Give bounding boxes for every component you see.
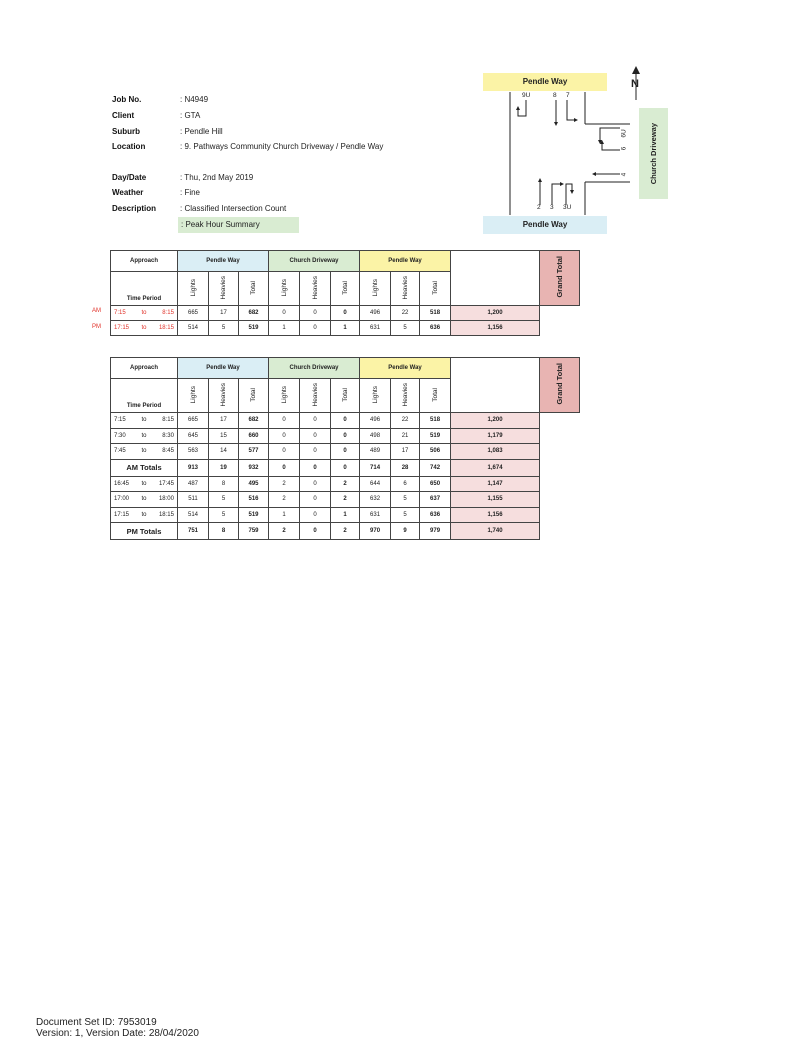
value-cell: 636 bbox=[420, 507, 451, 523]
time-period-cell bbox=[111, 507, 178, 523]
value-cell: 645 bbox=[178, 428, 209, 444]
movement-arrow-6 bbox=[602, 144, 620, 150]
total-text: Total bbox=[431, 387, 439, 402]
value-cell: 0 bbox=[331, 306, 360, 321]
totals-row bbox=[111, 459, 580, 476]
north-label: N bbox=[631, 78, 639, 90]
sub-header-lights bbox=[178, 379, 209, 413]
lane-number: 2 bbox=[537, 204, 541, 211]
heavies-text: Heavies bbox=[311, 275, 319, 300]
time-to: 8:15 bbox=[162, 417, 174, 424]
total-text: Total bbox=[341, 387, 349, 402]
lights-text: Lights bbox=[189, 385, 197, 404]
value-cell: 514 bbox=[178, 507, 209, 523]
intersection-lines bbox=[500, 60, 650, 220]
grand-total-header bbox=[540, 251, 580, 306]
time-to-word: to bbox=[141, 432, 147, 439]
value-cell: 511 bbox=[178, 492, 209, 508]
grand-total-cell: 1,155 bbox=[451, 492, 540, 508]
value-cell: 0 bbox=[269, 413, 300, 429]
lane-number: 3 bbox=[550, 204, 554, 211]
value-cell: 28 bbox=[391, 459, 420, 476]
time-from: 17:15 bbox=[114, 511, 130, 518]
side-road-text: Church Driveway bbox=[649, 122, 658, 185]
north-arrow-head bbox=[632, 66, 640, 74]
value-cell: 0 bbox=[269, 306, 300, 321]
value-cell: 631 bbox=[360, 321, 391, 336]
grand-total-text: Grand Total bbox=[555, 363, 565, 405]
peak-hour-table bbox=[110, 250, 580, 336]
total-text: Total bbox=[341, 280, 349, 295]
value-cell: 518 bbox=[420, 306, 451, 321]
table-row bbox=[111, 444, 580, 460]
value-cell: 5 bbox=[391, 321, 420, 336]
lane-number: 4 bbox=[620, 172, 628, 177]
approach-header: Approach bbox=[111, 358, 178, 379]
table-row bbox=[111, 306, 580, 321]
value-cell: 637 bbox=[420, 492, 451, 508]
value-cell: 518 bbox=[420, 413, 451, 429]
value-cell: 17 bbox=[209, 306, 239, 321]
value-cell: 0 bbox=[269, 428, 300, 444]
info-label: Suburb bbox=[112, 127, 140, 136]
value-cell: 932 bbox=[239, 459, 269, 476]
time-to-word: to bbox=[141, 310, 147, 316]
value-cell: 631 bbox=[360, 507, 391, 523]
time-to-word: to bbox=[141, 448, 147, 455]
value-cell: 0 bbox=[300, 444, 331, 460]
lights-text: Lights bbox=[280, 385, 288, 404]
peak-hour-summary-badge: : Peak Hour Summary bbox=[178, 217, 299, 233]
lights-text: Lights bbox=[189, 278, 197, 297]
lane-number: 8 bbox=[553, 92, 557, 99]
value-cell: 979 bbox=[420, 523, 451, 540]
time-to-word: to bbox=[141, 480, 147, 487]
info-label: Client bbox=[112, 111, 135, 120]
lights-text: Lights bbox=[371, 278, 379, 297]
sub-header-lights bbox=[178, 272, 209, 306]
sub-header-lights bbox=[269, 379, 300, 413]
document-set-id: Document Set ID: 7953019 bbox=[36, 1017, 157, 1028]
approach-header: Approach bbox=[111, 251, 178, 272]
totals-label: PM Totals bbox=[111, 523, 178, 540]
blank-column bbox=[451, 358, 540, 413]
value-cell: 14 bbox=[209, 444, 239, 460]
value-cell: 514 bbox=[178, 321, 209, 336]
value-cell: 5 bbox=[391, 507, 420, 523]
time-to: 18:15 bbox=[158, 511, 174, 518]
heavies-text: Heavies bbox=[220, 275, 227, 300]
value-cell: 682 bbox=[239, 413, 269, 429]
grand-total-cell: 1,083 bbox=[451, 444, 540, 460]
totals-row bbox=[111, 523, 580, 540]
value-cell: 489 bbox=[360, 444, 391, 460]
value-cell: 0 bbox=[331, 459, 360, 476]
sub-header-heavies bbox=[209, 272, 239, 306]
lane-number: 3U bbox=[563, 204, 572, 211]
grand-total-cell: 1,147 bbox=[451, 476, 540, 492]
value-cell: 0 bbox=[300, 413, 331, 429]
totals-label: AM Totals bbox=[111, 459, 178, 476]
value-cell: 0 bbox=[300, 321, 331, 336]
grand-total-cell: 1,200 bbox=[451, 413, 540, 429]
lane-number: 6 bbox=[620, 146, 628, 151]
grand-total-text: Grand Total bbox=[555, 256, 565, 298]
value-cell: 563 bbox=[178, 444, 209, 460]
value-cell: 742 bbox=[420, 459, 451, 476]
total-text: Total bbox=[250, 387, 257, 402]
value-cell: 2 bbox=[269, 523, 300, 540]
table-row bbox=[111, 507, 580, 523]
sub-header-heavies bbox=[209, 379, 239, 413]
heavies-text: Heavies bbox=[311, 382, 319, 407]
time-period-cell bbox=[111, 321, 178, 336]
time-to-word: to bbox=[141, 511, 147, 518]
movement-arrow-7 bbox=[567, 100, 574, 120]
table-row bbox=[111, 476, 580, 492]
info-label: Weather bbox=[112, 188, 144, 197]
info-value: : Thu, 2nd May 2019 bbox=[180, 173, 254, 182]
sub-header-heavies bbox=[391, 272, 420, 306]
value-cell: 506 bbox=[420, 444, 451, 460]
value-cell: 498 bbox=[360, 428, 391, 444]
value-cell: 660 bbox=[239, 428, 269, 444]
movement-arrow-3 bbox=[552, 184, 560, 205]
group-header-pendle-way-2: Pendle Way bbox=[360, 251, 451, 272]
time-to: 17:45 bbox=[158, 480, 174, 487]
table-row bbox=[111, 428, 580, 444]
value-cell: 0 bbox=[300, 523, 331, 540]
grand-total-header bbox=[540, 358, 580, 413]
sub-header-heavies bbox=[300, 272, 331, 306]
time-from: 7:45 bbox=[114, 448, 126, 455]
grand-total-cell: 1,156 bbox=[451, 321, 540, 336]
value-cell: 0 bbox=[331, 428, 360, 444]
info-label: Description bbox=[112, 204, 157, 213]
value-cell: 8 bbox=[209, 523, 239, 540]
value-cell: 519 bbox=[420, 428, 451, 444]
group-header-church-driveway: Church Driveway bbox=[269, 358, 360, 379]
value-cell: 0 bbox=[300, 306, 331, 321]
top-road-label: Pendle Way bbox=[483, 73, 607, 91]
value-cell: 1 bbox=[269, 507, 300, 523]
info-value: : Pendle Hill bbox=[180, 127, 223, 136]
info-value: : Fine bbox=[180, 188, 201, 197]
value-cell: 0 bbox=[300, 476, 331, 492]
value-cell: 682 bbox=[239, 306, 269, 321]
value-cell: 516 bbox=[239, 492, 269, 508]
lights-text: Lights bbox=[280, 278, 288, 297]
value-cell: 519 bbox=[239, 321, 269, 336]
value-cell: 1 bbox=[331, 321, 360, 336]
total-text: Total bbox=[250, 280, 257, 295]
time-period-cell bbox=[111, 492, 178, 508]
peak-tag-am: AM bbox=[92, 308, 101, 314]
sub-header-heavies bbox=[300, 379, 331, 413]
value-cell: 17 bbox=[209, 413, 239, 429]
blank-column bbox=[451, 251, 540, 306]
value-cell: 5 bbox=[209, 507, 239, 523]
time-period-cell bbox=[111, 428, 178, 444]
value-cell: 636 bbox=[420, 321, 451, 336]
value-cell: 2 bbox=[331, 492, 360, 508]
lane-number: 7 bbox=[566, 92, 570, 99]
value-cell: 5 bbox=[209, 492, 239, 508]
value-cell: 2 bbox=[269, 492, 300, 508]
heavies-text: Heavies bbox=[401, 382, 409, 407]
value-cell: 22 bbox=[391, 413, 420, 429]
group-header-pendle-way-1: Pendle Way bbox=[178, 358, 269, 379]
version-info: Version: 1, Version Date: 28/04/2020 bbox=[36, 1028, 199, 1039]
value-cell: 2 bbox=[269, 476, 300, 492]
time-to: 8:45 bbox=[162, 448, 174, 455]
lane-number: 9U bbox=[522, 92, 531, 99]
lane-number: 6U bbox=[620, 129, 628, 138]
value-cell: 0 bbox=[300, 507, 331, 523]
value-cell: 970 bbox=[360, 523, 391, 540]
time-period-header: Time Period bbox=[111, 379, 178, 413]
lights-text: Lights bbox=[371, 385, 379, 404]
value-cell: 751 bbox=[178, 523, 209, 540]
bottom-road-label: Pendle Way bbox=[483, 216, 607, 234]
info-label: Job No. bbox=[112, 95, 142, 104]
value-cell: 0 bbox=[269, 444, 300, 460]
time-to: 8:15 bbox=[162, 310, 174, 316]
value-cell: 496 bbox=[360, 306, 391, 321]
value-cell: 496 bbox=[360, 413, 391, 429]
value-cell: 0 bbox=[300, 492, 331, 508]
time-to-word: to bbox=[141, 325, 147, 331]
table-row bbox=[111, 321, 580, 336]
time-to: 18:15 bbox=[158, 325, 174, 331]
total-text: Total bbox=[431, 280, 439, 295]
value-cell: 19 bbox=[209, 459, 239, 476]
value-cell: 22 bbox=[391, 306, 420, 321]
value-cell: 913 bbox=[178, 459, 209, 476]
sub-header-total bbox=[331, 272, 360, 306]
value-cell: 1 bbox=[269, 321, 300, 336]
value-cell: 632 bbox=[360, 492, 391, 508]
value-cell: 0 bbox=[300, 428, 331, 444]
value-cell: 644 bbox=[360, 476, 391, 492]
time-period-cell bbox=[111, 413, 178, 429]
time-to-word: to bbox=[141, 496, 147, 503]
movement-arrow-9u bbox=[518, 100, 526, 116]
group-header-church-driveway: Church Driveway bbox=[269, 251, 360, 272]
sub-header-lights bbox=[269, 272, 300, 306]
group-header-pendle-way-2: Pendle Way bbox=[360, 358, 451, 379]
grand-total-cell: 1,674 bbox=[451, 459, 540, 476]
value-cell: 577 bbox=[239, 444, 269, 460]
value-cell: 8 bbox=[209, 476, 239, 492]
detail-hour-table bbox=[110, 357, 580, 540]
value-cell: 6 bbox=[391, 476, 420, 492]
time-period-cell bbox=[111, 476, 178, 492]
heavies-text: Heavies bbox=[220, 382, 227, 407]
sub-header-lights bbox=[360, 379, 391, 413]
time-from: 17:15 bbox=[114, 325, 130, 331]
value-cell: 495 bbox=[239, 476, 269, 492]
info-value: : GTA bbox=[180, 111, 201, 120]
peak-tag-pm: PM bbox=[92, 324, 101, 330]
sub-header-total bbox=[331, 379, 360, 413]
value-cell: 21 bbox=[391, 428, 420, 444]
info-value: : N4949 bbox=[180, 95, 209, 104]
time-to: 8:30 bbox=[162, 432, 174, 439]
sub-header-total bbox=[239, 272, 269, 306]
time-from: 7:15 bbox=[114, 417, 126, 424]
value-cell: 15 bbox=[209, 428, 239, 444]
info-label: Location bbox=[112, 142, 146, 151]
time-period-header: Time Period bbox=[111, 272, 178, 306]
value-cell: 650 bbox=[420, 476, 451, 492]
time-to-word: to bbox=[141, 417, 147, 424]
value-cell: 0 bbox=[331, 444, 360, 460]
value-cell: 0 bbox=[269, 459, 300, 476]
value-cell: 5 bbox=[391, 492, 420, 508]
time-period-cell bbox=[111, 444, 178, 460]
value-cell: 759 bbox=[239, 523, 269, 540]
time-from: 7:30 bbox=[114, 432, 126, 439]
sub-header-heavies bbox=[391, 379, 420, 413]
grand-total-cell: 1,200 bbox=[451, 306, 540, 321]
value-cell: 0 bbox=[331, 413, 360, 429]
time-to: 18:00 bbox=[158, 496, 174, 503]
table-row bbox=[111, 413, 580, 429]
movement-arrow-3u bbox=[566, 184, 572, 205]
heavies-text: Heavies bbox=[401, 275, 409, 300]
value-cell: 519 bbox=[239, 507, 269, 523]
value-cell: 17 bbox=[391, 444, 420, 460]
table-row bbox=[111, 492, 580, 508]
value-cell: 5 bbox=[209, 321, 239, 336]
info-value: : 9. Pathways Community Church Driveway / Pendle Way bbox=[180, 142, 384, 151]
sub-header-total bbox=[420, 379, 451, 413]
info-value: : Classified Intersection Count bbox=[180, 204, 287, 213]
value-cell: 665 bbox=[178, 306, 209, 321]
value-cell: 2 bbox=[331, 476, 360, 492]
value-cell: 665 bbox=[178, 413, 209, 429]
time-period-cell bbox=[111, 306, 178, 321]
info-label: Day/Date bbox=[112, 173, 147, 182]
sub-header-lights bbox=[360, 272, 391, 306]
value-cell: 1 bbox=[331, 507, 360, 523]
sub-header-total bbox=[420, 272, 451, 306]
grand-total-cell: 1,740 bbox=[451, 523, 540, 540]
value-cell: 487 bbox=[178, 476, 209, 492]
grand-total-cell: 1,156 bbox=[451, 507, 540, 523]
time-from: 7:15 bbox=[114, 310, 126, 316]
value-cell: 0 bbox=[300, 459, 331, 476]
value-cell: 9 bbox=[391, 523, 420, 540]
grand-total-cell: 1,179 bbox=[451, 428, 540, 444]
time-from: 17:00 bbox=[114, 496, 130, 503]
value-cell: 2 bbox=[331, 523, 360, 540]
value-cell: 714 bbox=[360, 459, 391, 476]
group-header-pendle-way-1: Pendle Way bbox=[178, 251, 269, 272]
movement-arrow-6u bbox=[600, 128, 620, 140]
sub-header-total bbox=[239, 379, 269, 413]
time-from: 16:45 bbox=[114, 480, 130, 487]
